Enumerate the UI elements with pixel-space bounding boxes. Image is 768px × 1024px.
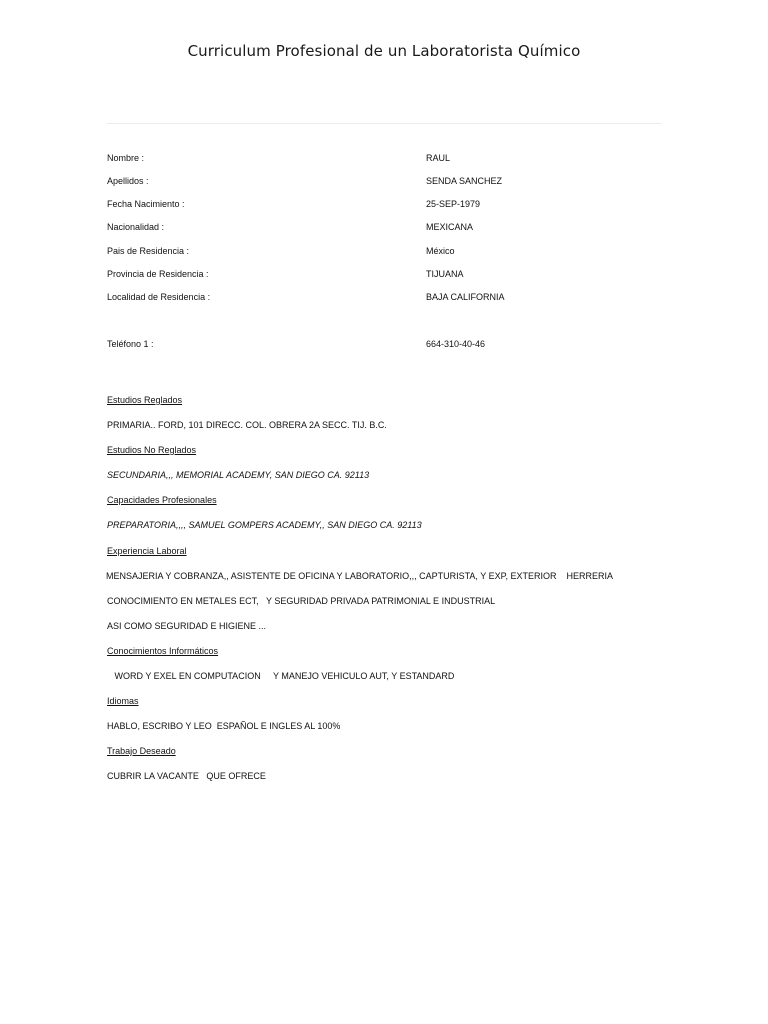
section-line-estudios-no-reglados: SECUNDARIA,,, MEMORIAL ACADEMY, SAN DIEGO CA. 92113: [107, 470, 370, 480]
section-line-experiencia-2: CONOCIMIENTO EN METALES ECT, Y SEGURIDAD PRIVADA PATRIMONIAL E INDUSTRIAL: [107, 596, 496, 606]
field-label-nacionalidad: Nacionalidad :: [107, 222, 165, 232]
section-heading-idiomas: Idiomas: [107, 696, 139, 706]
field-value-localidad-residencia: BAJA CALIFORNIA: [426, 292, 505, 302]
document-title: Curriculum Profesional de un Laboratorista Químico: [187, 42, 581, 60]
field-label-localidad-residencia: Localidad de Residencia :: [107, 292, 211, 302]
field-value-apellidos: SENDA SANCHEZ: [426, 176, 503, 186]
section-heading-capacidades: Capacidades Profesionales: [107, 495, 217, 505]
field-label-telefono: Teléfono 1 :: [107, 339, 154, 349]
field-label-nombre: Nombre :: [107, 153, 145, 163]
section-line-estudios-reglados: PRIMARIA.. FORD, 101 DIRECC. COL. OBRERA 2A SECC. TIJ. B.C.: [107, 420, 387, 430]
field-value-nombre: RAUL: [426, 153, 451, 163]
field-value-nacionalidad: MEXICANA: [426, 222, 474, 232]
field-label-provincia-residencia: Provincia de Residencia :: [107, 269, 209, 279]
field-label-apellidos: Apellidos :: [107, 176, 149, 186]
section-line-idiomas: HABLO, ESCRIBO Y LEO ESPAÑOL E INGLES AL 100%: [107, 721, 341, 731]
title-divider: [107, 123, 662, 124]
section-line-capacidades: PREPARATORIA,,,, SAMUEL GOMPERS ACADEMY,, SAN DIEGO CA. 92113: [107, 520, 422, 530]
section-line-experiencia-3: ASI COMO SEGURIDAD E HIGIENE ...: [107, 621, 267, 631]
section-heading-informaticos: Conocimientos Informáticos: [107, 646, 219, 656]
section-heading-estudios-reglados: Estudios Reglados: [107, 395, 183, 405]
section-line-informaticos: WORD Y EXEL EN COMPUTACION Y MANEJO VEHICULO AUT, Y ESTANDARD: [107, 671, 455, 681]
field-value-pais-residencia: México: [426, 246, 455, 256]
section-heading-trabajo-deseado: Trabajo Deseado: [107, 746, 176, 756]
field-value-fecha-nacimiento: 25-SEP-1979: [426, 199, 481, 209]
field-value-provincia-residencia: TIJUANA: [426, 269, 464, 279]
section-heading-estudios-no-reglados: Estudios No Reglados: [107, 445, 197, 455]
section-line-trabajo-deseado: CUBRIR LA VACANTE QUE OFRECE: [107, 771, 266, 781]
field-label-fecha-nacimiento: Fecha Nacimiento :: [107, 199, 185, 209]
section-line-experiencia-1: MENSAJERIA Y COBRANZA,, ASISTENTE DE OFICINA Y LABORATORIO,,, CAPTURISTA, Y EXP, EXTERIOR HERRERIA: [106, 571, 613, 581]
field-value-telefono: 664-310-40-46: [426, 339, 486, 349]
field-label-pais-residencia: Pais de Residencia :: [107, 246, 190, 256]
section-heading-experiencia: Experiencia Laboral: [107, 546, 187, 556]
